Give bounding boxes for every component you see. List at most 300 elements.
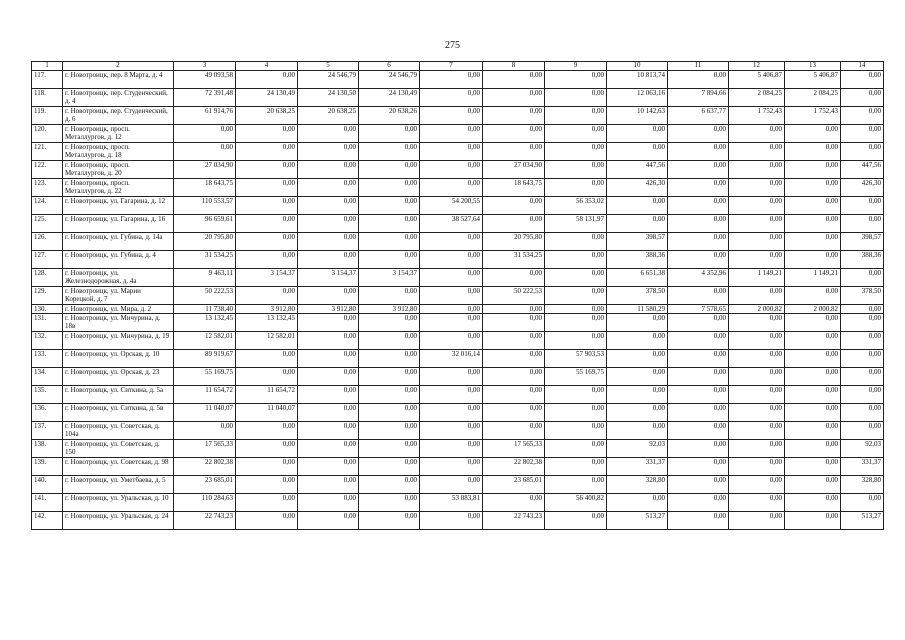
- value-cell: 0,00: [607, 404, 668, 422]
- value-cell: 0,00: [545, 422, 607, 440]
- value-cell: 72 391,48: [174, 89, 236, 107]
- value-cell: 24 546,79: [359, 71, 420, 89]
- value-cell: 0,00: [420, 332, 483, 350]
- value-cell: 3 154,37: [359, 269, 420, 287]
- value-cell: 0,00: [785, 494, 841, 512]
- value-cell: 0,00: [729, 476, 785, 494]
- value-cell: 0,00: [298, 350, 359, 368]
- address-cell: г. Новотроицк, ул. Губина, д. 14а: [63, 233, 174, 251]
- value-cell: 31 534,25: [483, 251, 545, 269]
- address-cell: г. Новотроицк, ул. Мира, д. 2: [63, 305, 174, 314]
- value-cell: 331,37: [841, 458, 884, 476]
- value-cell: 447,56: [841, 161, 884, 179]
- value-cell: 0,00: [545, 314, 607, 332]
- address-cell: г. Новотроицк, ул. Мичурина, д. 19: [63, 332, 174, 350]
- value-cell: 0,00: [607, 422, 668, 440]
- value-cell: 0,00: [607, 350, 668, 368]
- value-cell: 0,00: [841, 143, 884, 161]
- value-cell: 0,00: [545, 233, 607, 251]
- row-number-cell: 129.: [32, 287, 63, 305]
- table-row: [32, 269, 884, 287]
- value-cell: 56 353,02: [545, 197, 607, 215]
- value-cell: 0,00: [420, 386, 483, 404]
- value-cell: 0,00: [298, 215, 359, 233]
- address-cell: г. Новотроицк, ул. Орская, д. 10: [63, 350, 174, 368]
- value-cell: 0,00: [607, 386, 668, 404]
- value-cell: 12 582,01: [174, 332, 236, 350]
- value-cell: 0,00: [785, 233, 841, 251]
- value-cell: 0,00: [298, 512, 359, 530]
- value-cell: 0,00: [420, 251, 483, 269]
- value-cell: 0,00: [545, 305, 607, 314]
- value-cell: 22 743,23: [483, 512, 545, 530]
- row-number-cell: 141.: [32, 494, 63, 512]
- value-cell: 0,00: [298, 440, 359, 458]
- value-cell: 92,03: [607, 440, 668, 458]
- table-row: [32, 422, 884, 440]
- value-cell: 0,00: [420, 305, 483, 314]
- value-cell: 0,00: [668, 386, 729, 404]
- value-cell: 0,00: [298, 125, 359, 143]
- value-cell: 3 912,80: [236, 305, 298, 314]
- value-cell: 3 154,37: [236, 269, 298, 287]
- value-cell: 398,57: [841, 233, 884, 251]
- value-cell: 0,00: [420, 233, 483, 251]
- value-cell: 0,00: [545, 269, 607, 287]
- value-cell: 0,00: [841, 314, 884, 332]
- value-cell: 0,00: [607, 143, 668, 161]
- row-number-cell: 139.: [32, 458, 63, 476]
- value-cell: 1 752,43: [785, 107, 841, 125]
- value-cell: 2 084,25: [785, 89, 841, 107]
- column-header: 4: [236, 62, 298, 71]
- value-cell: 0,00: [359, 287, 420, 305]
- table-row: [32, 404, 884, 422]
- value-cell: 22 802,38: [483, 458, 545, 476]
- value-cell: 0,00: [483, 305, 545, 314]
- value-cell: 0,00: [359, 215, 420, 233]
- row-number-cell: 130.: [32, 305, 63, 314]
- address-cell: г. Новотроицк, ул. Мичурина, д. 18в: [63, 314, 174, 332]
- value-cell: 0,00: [607, 368, 668, 386]
- value-cell: 0,00: [298, 197, 359, 215]
- value-cell: 0,00: [729, 287, 785, 305]
- address-cell: г. Новотроицк, просп. Металлургов, д. 22: [63, 179, 174, 197]
- value-cell: 0,00: [483, 215, 545, 233]
- value-cell: 13 132,45: [174, 314, 236, 332]
- value-cell: 17 565,33: [174, 440, 236, 458]
- value-cell: 0,00: [420, 476, 483, 494]
- row-number-cell: 142.: [32, 512, 63, 530]
- value-cell: 0,00: [841, 89, 884, 107]
- value-cell: 7 578,65: [668, 305, 729, 314]
- table-row: [32, 440, 884, 458]
- value-cell: 0,00: [607, 215, 668, 233]
- value-cell: 0,00: [359, 332, 420, 350]
- value-cell: 0,00: [545, 458, 607, 476]
- value-cell: 27 034,90: [483, 161, 545, 179]
- value-cell: 0,00: [420, 458, 483, 476]
- row-number-cell: 122.: [32, 161, 63, 179]
- row-number-cell: 120.: [32, 125, 63, 143]
- value-cell: 5 406,87: [785, 71, 841, 89]
- value-cell: 0,00: [359, 314, 420, 332]
- value-cell: 0,00: [298, 422, 359, 440]
- value-cell: 0,00: [729, 125, 785, 143]
- value-cell: 10 813,74: [607, 71, 668, 89]
- value-cell: 0,00: [483, 368, 545, 386]
- address-cell: г. Новотроицк, ул. Ситкина, д. 5в: [63, 404, 174, 422]
- value-cell: 0,00: [545, 125, 607, 143]
- value-cell: 110 553,57: [174, 197, 236, 215]
- header-row: [32, 62, 884, 71]
- value-cell: 0,00: [668, 233, 729, 251]
- address-cell: г. Новотроицк, ул. Советская, д. 98: [63, 458, 174, 476]
- value-cell: 92,03: [841, 440, 884, 458]
- value-cell: 0,00: [668, 287, 729, 305]
- value-cell: 0,00: [668, 125, 729, 143]
- value-cell: 0,00: [236, 233, 298, 251]
- value-cell: 0,00: [298, 476, 359, 494]
- value-cell: 9 463,11: [174, 269, 236, 287]
- address-cell: г. Новотроицк, просп. Металлургов, д. 20: [63, 161, 174, 179]
- value-cell: 0,00: [236, 440, 298, 458]
- value-cell: 0,00: [785, 476, 841, 494]
- value-cell: 0,00: [420, 440, 483, 458]
- value-cell: 0,00: [841, 422, 884, 440]
- value-cell: 0,00: [668, 71, 729, 89]
- value-cell: 12 582,01: [236, 332, 298, 350]
- address-cell: г. Новотроицк, ул. Железнодорожная, д. 4а: [63, 269, 174, 287]
- value-cell: 0,00: [236, 215, 298, 233]
- value-cell: 11 040,07: [236, 404, 298, 422]
- value-cell: 0,00: [420, 71, 483, 89]
- column-header: 10: [607, 62, 668, 71]
- value-cell: 0,00: [785, 125, 841, 143]
- value-cell: 7 894,66: [668, 89, 729, 107]
- value-cell: 0,00: [785, 332, 841, 350]
- value-cell: 0,00: [841, 197, 884, 215]
- value-cell: 0,00: [236, 143, 298, 161]
- value-cell: 0,00: [729, 512, 785, 530]
- value-cell: 22 802,38: [174, 458, 236, 476]
- value-cell: 24 130,49: [359, 89, 420, 107]
- value-cell: 0,00: [785, 422, 841, 440]
- table-row: [32, 314, 884, 332]
- value-cell: 0,00: [483, 332, 545, 350]
- value-cell: 447,56: [607, 161, 668, 179]
- value-cell: 0,00: [483, 350, 545, 368]
- value-cell: 0,00: [668, 512, 729, 530]
- value-cell: 0,00: [236, 161, 298, 179]
- column-header: 3: [174, 62, 236, 71]
- value-cell: 0,00: [420, 107, 483, 125]
- value-cell: 24 130,49: [236, 89, 298, 107]
- value-cell: 513,27: [841, 512, 884, 530]
- value-cell: 0,00: [841, 368, 884, 386]
- table-row: [32, 161, 884, 179]
- value-cell: 0,00: [298, 458, 359, 476]
- value-cell: 0,00: [729, 143, 785, 161]
- value-cell: 0,00: [545, 71, 607, 89]
- value-cell: 11 738,40: [174, 305, 236, 314]
- value-cell: 0,00: [483, 494, 545, 512]
- value-cell: 0,00: [729, 386, 785, 404]
- table-row: [32, 305, 884, 314]
- value-cell: 0,00: [298, 161, 359, 179]
- value-cell: 0,00: [420, 512, 483, 530]
- value-cell: 0,00: [729, 314, 785, 332]
- value-cell: 0,00: [785, 179, 841, 197]
- value-cell: 0,00: [607, 494, 668, 512]
- value-cell: 0,00: [483, 107, 545, 125]
- value-cell: 0,00: [607, 332, 668, 350]
- value-cell: 0,00: [420, 368, 483, 386]
- column-header: 13: [785, 62, 841, 71]
- value-cell: 0,00: [359, 512, 420, 530]
- value-cell: 0,00: [359, 161, 420, 179]
- value-cell: 398,57: [607, 233, 668, 251]
- row-number-cell: 133.: [32, 350, 63, 368]
- value-cell: 0,00: [359, 179, 420, 197]
- value-cell: 89 919,67: [174, 350, 236, 368]
- value-cell: 0,00: [359, 197, 420, 215]
- value-cell: 378,50: [841, 287, 884, 305]
- value-cell: 23 685,01: [483, 476, 545, 494]
- value-cell: 0,00: [841, 269, 884, 287]
- value-cell: 0,00: [359, 440, 420, 458]
- value-cell: 0,00: [785, 314, 841, 332]
- value-cell: 0,00: [359, 233, 420, 251]
- address-cell: г. Новотроицк, ул. Орская, д. 23: [63, 368, 174, 386]
- value-cell: 0,00: [607, 197, 668, 215]
- value-cell: 27 034,90: [174, 161, 236, 179]
- value-cell: 0,00: [785, 287, 841, 305]
- value-cell: 0,00: [785, 404, 841, 422]
- value-cell: 0,00: [668, 332, 729, 350]
- row-number-cell: 138.: [32, 440, 63, 458]
- value-cell: 0,00: [841, 350, 884, 368]
- value-cell: 0,00: [841, 494, 884, 512]
- value-cell: 0,00: [483, 269, 545, 287]
- table-row: [32, 458, 884, 476]
- value-cell: 0,00: [729, 179, 785, 197]
- value-cell: 1 149,21: [729, 269, 785, 287]
- value-cell: 0,00: [729, 215, 785, 233]
- value-cell: 55 169,75: [174, 368, 236, 386]
- value-cell: 0,00: [236, 197, 298, 215]
- value-cell: 0,00: [420, 89, 483, 107]
- value-cell: 0,00: [359, 350, 420, 368]
- value-cell: 0,00: [174, 143, 236, 161]
- value-cell: 0,00: [668, 251, 729, 269]
- value-cell: 61 914,76: [174, 107, 236, 125]
- value-cell: 38 527,64: [420, 215, 483, 233]
- value-cell: 0,00: [545, 89, 607, 107]
- value-cell: 3 154,37: [298, 269, 359, 287]
- value-cell: 0,00: [729, 368, 785, 386]
- column-header: 2: [63, 62, 174, 71]
- row-number-cell: 124.: [32, 197, 63, 215]
- value-cell: 0,00: [668, 314, 729, 332]
- value-cell: 426,30: [607, 179, 668, 197]
- value-cell: 0,00: [420, 269, 483, 287]
- value-cell: 0,00: [785, 350, 841, 368]
- value-cell: 0,00: [174, 125, 236, 143]
- value-cell: 0,00: [785, 161, 841, 179]
- table-row: [32, 233, 884, 251]
- value-cell: 0,00: [359, 422, 420, 440]
- value-cell: 0,00: [420, 125, 483, 143]
- address-cell: г. Новотроицк, просп. Металлургов, д. 12: [63, 125, 174, 143]
- address-cell: г. Новотроицк, пер. Студенческий, д. 6: [63, 107, 174, 125]
- value-cell: 0,00: [298, 143, 359, 161]
- value-cell: 0,00: [545, 332, 607, 350]
- column-header: 6: [359, 62, 420, 71]
- value-cell: 0,00: [298, 404, 359, 422]
- value-cell: 22 743,23: [174, 512, 236, 530]
- value-cell: 11 654,72: [174, 386, 236, 404]
- value-cell: 0,00: [841, 71, 884, 89]
- value-cell: 0,00: [668, 440, 729, 458]
- value-cell: 0,00: [236, 512, 298, 530]
- value-cell: 0,00: [483, 386, 545, 404]
- table-row: [32, 368, 884, 386]
- value-cell: 0,00: [359, 458, 420, 476]
- value-cell: 0,00: [841, 125, 884, 143]
- value-cell: 0,00: [841, 332, 884, 350]
- value-cell: 0,00: [729, 422, 785, 440]
- table-row: [32, 386, 884, 404]
- value-cell: 57 903,53: [545, 350, 607, 368]
- value-cell: 110 284,63: [174, 494, 236, 512]
- value-cell: 0,00: [298, 386, 359, 404]
- value-cell: 0,00: [841, 107, 884, 125]
- value-cell: 0,00: [668, 404, 729, 422]
- value-cell: 0,00: [668, 458, 729, 476]
- row-number-cell: 128.: [32, 269, 63, 287]
- value-cell: 0,00: [236, 71, 298, 89]
- value-cell: 0,00: [298, 332, 359, 350]
- value-cell: 6 651,38: [607, 269, 668, 287]
- column-header: 12: [729, 62, 785, 71]
- value-cell: 388,36: [607, 251, 668, 269]
- value-cell: 2 000,82: [785, 305, 841, 314]
- value-cell: 0,00: [545, 107, 607, 125]
- value-cell: 0,00: [483, 125, 545, 143]
- value-cell: 11 580,29: [607, 305, 668, 314]
- value-cell: 20 638,26: [359, 107, 420, 125]
- value-cell: 0,00: [729, 251, 785, 269]
- value-cell: 0,00: [841, 305, 884, 314]
- value-cell: 0,00: [420, 422, 483, 440]
- value-cell: 0,00: [729, 458, 785, 476]
- table-row: [32, 107, 884, 125]
- value-cell: 0,00: [545, 512, 607, 530]
- value-cell: 0,00: [359, 494, 420, 512]
- value-cell: 0,00: [298, 368, 359, 386]
- value-cell: 331,37: [607, 458, 668, 476]
- value-cell: 5 406,87: [729, 71, 785, 89]
- value-cell: 0,00: [359, 125, 420, 143]
- value-cell: 388,36: [841, 251, 884, 269]
- table-row: [32, 125, 884, 143]
- value-cell: 0,00: [483, 422, 545, 440]
- value-cell: 0,00: [236, 350, 298, 368]
- value-cell: 0,00: [545, 287, 607, 305]
- value-cell: 0,00: [236, 494, 298, 512]
- table-row: [32, 89, 884, 107]
- value-cell: 0,00: [483, 197, 545, 215]
- value-cell: 0,00: [236, 179, 298, 197]
- value-cell: 0,00: [420, 314, 483, 332]
- value-cell: 24 546,79: [298, 71, 359, 89]
- value-cell: 32 016,14: [420, 350, 483, 368]
- value-cell: 0,00: [668, 143, 729, 161]
- value-cell: 0,00: [545, 386, 607, 404]
- address-cell: г. Новотроицк, ул. Советская, д. 150: [63, 440, 174, 458]
- value-cell: 0,00: [668, 476, 729, 494]
- row-number-cell: 121.: [32, 143, 63, 161]
- value-cell: 0,00: [298, 314, 359, 332]
- address-cell: г. Новотроицк, ул. Уметбаева, д. 5: [63, 476, 174, 494]
- value-cell: 0,00: [729, 197, 785, 215]
- value-cell: 328,80: [607, 476, 668, 494]
- value-cell: 0,00: [236, 125, 298, 143]
- table-row: [32, 215, 884, 233]
- value-cell: 10 142,63: [607, 107, 668, 125]
- value-cell: 0,00: [729, 494, 785, 512]
- table-row: [32, 251, 884, 269]
- value-cell: 0,00: [236, 287, 298, 305]
- value-cell: 49 093,58: [174, 71, 236, 89]
- row-number-cell: 126.: [32, 233, 63, 251]
- value-cell: 0,00: [841, 215, 884, 233]
- value-cell: 96 659,61: [174, 215, 236, 233]
- value-cell: 426,30: [841, 179, 884, 197]
- table-row: [32, 494, 884, 512]
- value-cell: 0,00: [420, 404, 483, 422]
- value-cell: 0,00: [729, 404, 785, 422]
- value-cell: 0,00: [607, 125, 668, 143]
- value-cell: 0,00: [545, 251, 607, 269]
- value-cell: 11 040,07: [174, 404, 236, 422]
- value-cell: 0,00: [785, 368, 841, 386]
- value-cell: 0,00: [841, 386, 884, 404]
- address-cell: г. Новотроицк, ул. Губина, д. 4: [63, 251, 174, 269]
- row-number-cell: 140.: [32, 476, 63, 494]
- value-cell: 0,00: [668, 197, 729, 215]
- value-cell: 20 795,80: [174, 233, 236, 251]
- value-cell: 17 565,33: [483, 440, 545, 458]
- value-cell: 0,00: [785, 512, 841, 530]
- value-cell: 0,00: [359, 368, 420, 386]
- value-cell: 0,00: [668, 422, 729, 440]
- value-cell: 24 130,50: [298, 89, 359, 107]
- value-cell: 0,00: [483, 143, 545, 161]
- address-cell: г. Новотроицк, ул. Гагарина, д. 12: [63, 197, 174, 215]
- value-cell: 0,00: [668, 350, 729, 368]
- value-cell: 0,00: [668, 494, 729, 512]
- row-number-cell: 127.: [32, 251, 63, 269]
- value-cell: 0,00: [785, 143, 841, 161]
- value-cell: 11 654,72: [236, 386, 298, 404]
- value-cell: 3 912,80: [298, 305, 359, 314]
- value-cell: 0,00: [420, 287, 483, 305]
- value-cell: 55 169,75: [545, 368, 607, 386]
- value-cell: 0,00: [359, 476, 420, 494]
- table-row: [32, 476, 884, 494]
